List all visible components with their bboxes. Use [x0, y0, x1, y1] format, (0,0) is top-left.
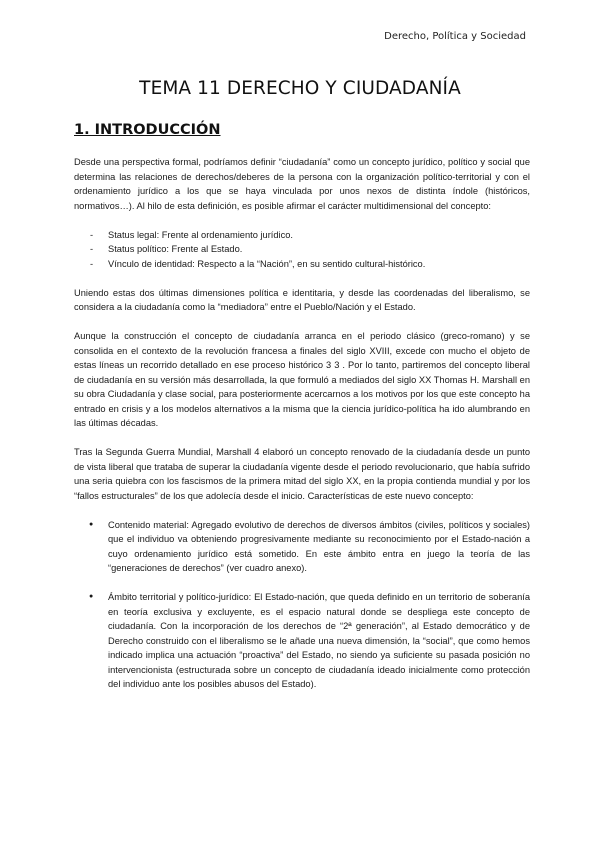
section-heading: 1. INTRODUCCIÓN — [74, 122, 221, 138]
paragraph-historia: Aunque la construcción el concepto de ciudadanía arranca en el periodo clásico (greco-romano) y se consolida en el contexto de la revolución francesa a finales del siglo XVIII, excede con mucho el objeto de estas líneas un recorrido detallado en ese proceso histórico 3 3 . Por lo tanto, partiremos del concepto liberal de ciudadanía en su versión más desarrollada, la que formuló a mediados del siglo XX Thomas H. Marshall en su obra Ciudadanía y clase social, para posteriormente acercarnos a los motivos por los que este concepto ha entrado en crisis y a los modelos alternativos a la misma que la ciencia jurídico-política ha ido alumbrando en las últimas décadas. — [74, 331, 530, 428]
list-item: - Status político: Frente al Estado. — [74, 242, 530, 257]
list-item: ● Ámbito territorial y político-jurídico: El Estado-nación, que queda definido en un territorio de soberanía en teoría exclusiva y excluyente, es el espacio natural donde se despliega este concepto de ciudadanía. Con la incorporación de los derechos de “2ª generación”, al Estado democrático y de Derecho construido con el liberalismo se le añade una nueva dimensión, la “social”, que como hemos indicado implica una actuación “proactiva” del Estado, no siendo ya suficiente su pasada posición no intervencionista (estructurada sobre un concepto de ciudadanía ideado inicialmente como protección del individuo ante los posibles abusos del Estado). — [74, 590, 530, 692]
paragraph-marshall: Tras la Segunda Guerra Mundial, Marshall 4 elaboró un concepto renovado de la ciudadanía desde un punto de vista liberal que trataba de superar la ciudadanía vigente desde el periodo revolucionario, que había sufrido una seria quiebra con los fascismos de la primera mitad del siglo XX, en la propia contienda mundial y por los “fallos estructurales” de los que adolecía desde el inicio. Características de este nuevo concepto: — [74, 447, 530, 501]
document-body — [74, 155, 530, 706]
list-item: - Status legal: Frente al ordenamiento jurídico. — [74, 228, 530, 243]
list-item: ● Contenido material: Agregado evolutivo de derechos de diversos ámbitos (civiles, políticos y sociales) que el individuo va obteniendo progresivamente mediante su reconocimiento por el Estado-nación a cuyo ordenamiento jurídico está sometido. En este ámbito entra en juego la teoría de las “generaciones de derechos” (ver cuadro anexo). — [74, 518, 530, 576]
list-item: - Vínculo de identidad: Respecto a la “Nación”, en su sentido cultural-histórico. — [74, 257, 530, 272]
page-title: TEMA 11 DERECHO Y CIUDADANÍA — [139, 78, 461, 99]
dimensions-list — [74, 228, 530, 272]
paragraph-mediadora: Uniendo estas dos últimas dimensiones política e identitaria, y desde las coordenadas del liberalismo, se considera a la ciudadanía como la “mediadora” entre el Pueblo/Nación y el Estado. — [74, 287, 530, 312]
running-header: Derecho, Política y Sociedad — [384, 31, 526, 42]
paragraph-definition: Desde una perspectiva formal, podríamos definir “ciudadanía” como un concepto jurídico, político y social que determina las relaciones de derechos/deberes de la persona con la organización político-territorial y con el ordenamiento jurídico a los que se haya vinculada por unos nexos de distinta índole (históricos, normativos…). Al hilo de esta definición, es posible afirmar el carácter multidimensional del concepto: — [74, 157, 530, 211]
characteristics-list — [74, 518, 530, 692]
